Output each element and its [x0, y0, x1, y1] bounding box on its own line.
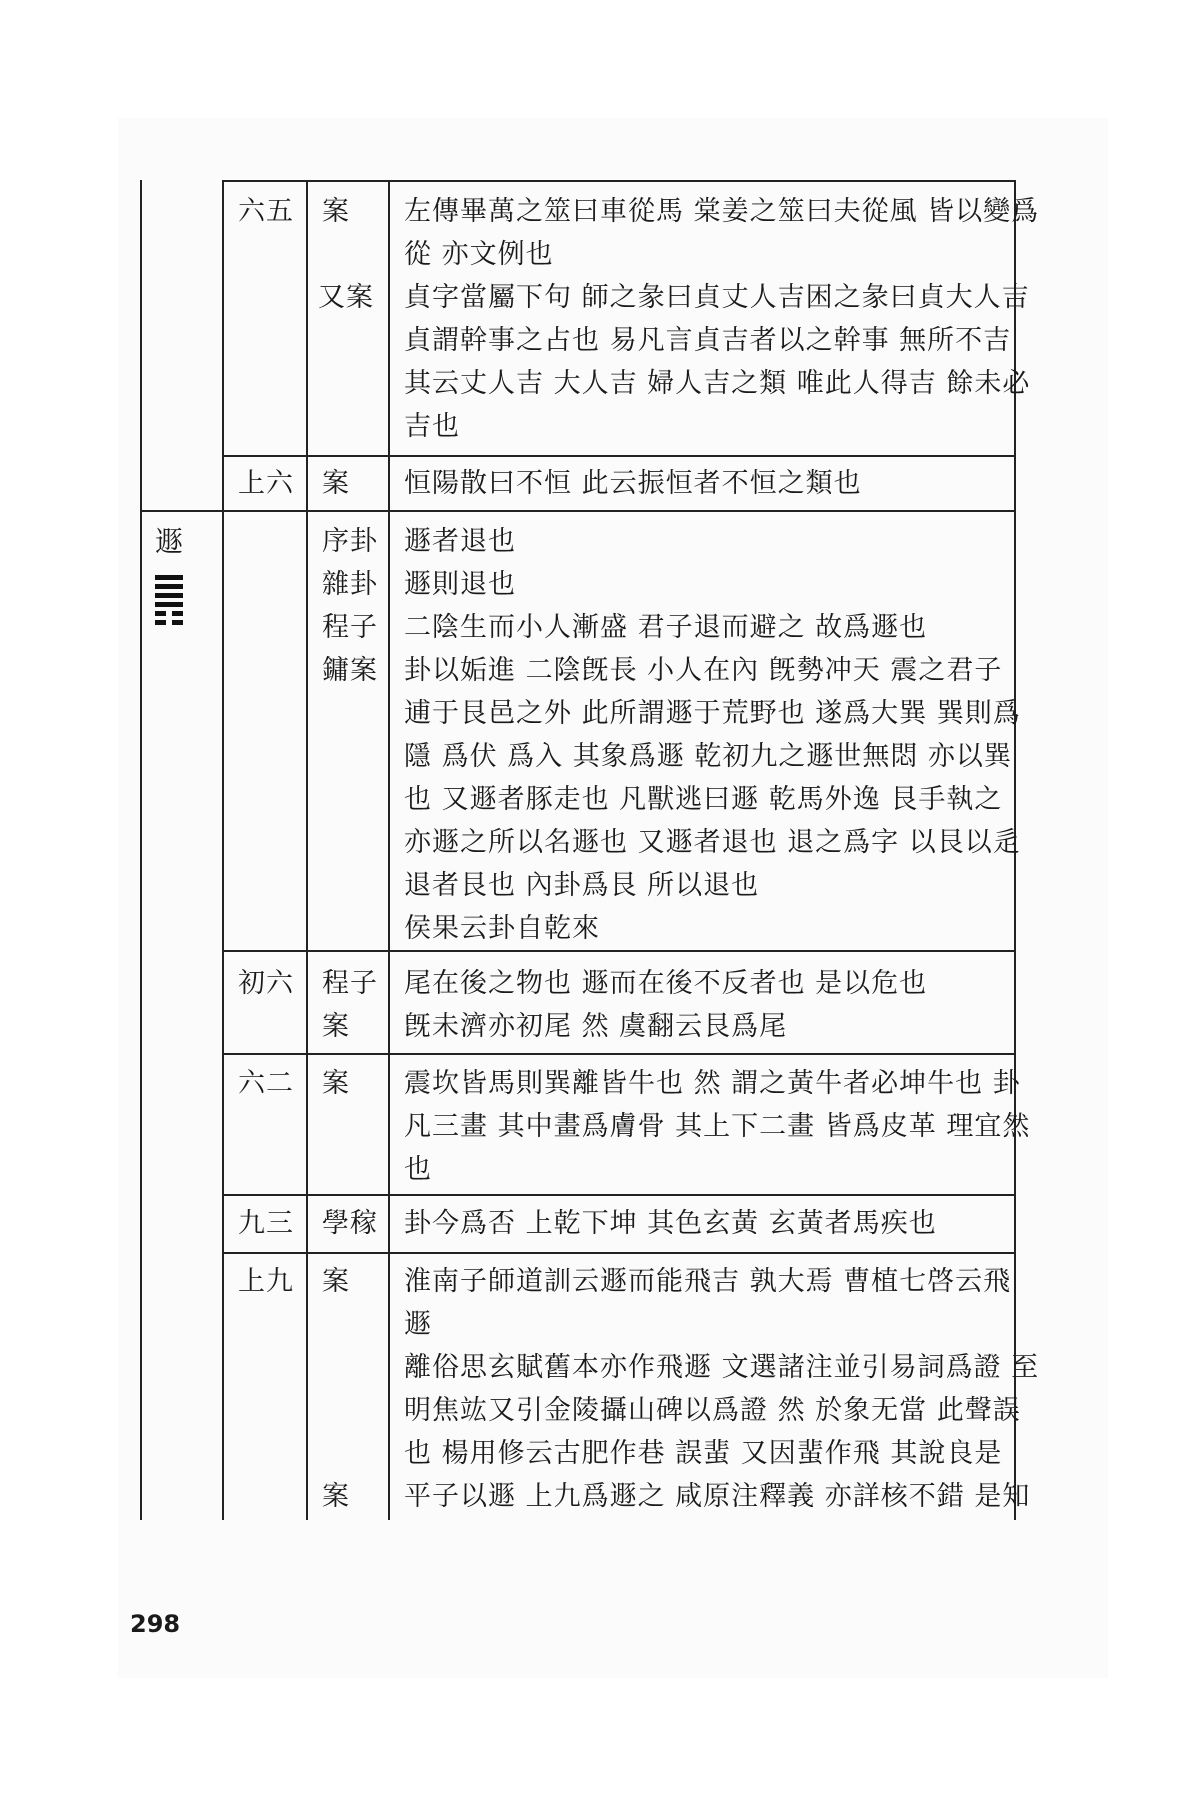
- annotation-label: 案: [322, 196, 350, 227]
- text-line: 離俗思玄賦舊本亦作飛遯 文選諸注並引易詞爲證 至: [404, 1352, 1040, 1383]
- table-rule-label-col: [306, 180, 308, 1520]
- line-label: 六五: [238, 196, 294, 227]
- line-label: 六二: [238, 1068, 294, 1099]
- text-line: 也 楊用修云古肥作巷 誤蜚 又因蜚作飛 其說良是: [404, 1438, 1003, 1469]
- annotation-label: 又案: [318, 282, 374, 313]
- row-divider: [222, 1053, 1016, 1055]
- text-line: 侯果云卦自乾來: [404, 913, 600, 944]
- text-line: 亦遯之所以名遯也 又遯者退也 退之爲字 以艮以辵: [404, 827, 1021, 858]
- text-line: 退者艮也 內卦爲艮 所以退也: [404, 870, 760, 901]
- annotation-label: 程子: [322, 612, 378, 643]
- text-line: 從 亦文例也: [404, 239, 554, 270]
- hexagram-name: 遯: [155, 525, 184, 558]
- text-line: 二陰生而小人漸盛 君子退而避之 故爲遯也: [404, 612, 928, 643]
- annotation-label: 案: [322, 1266, 350, 1297]
- hexagram-dun-icon: [155, 575, 183, 629]
- annotation-label: 案: [322, 1068, 350, 1099]
- row-divider: [222, 180, 1016, 182]
- text-line: 貞謂幹事之占也 易凡言貞吉者以之幹事 無所不吉: [404, 325, 1012, 356]
- annotation-label: 程子: [322, 968, 378, 999]
- text-line: 震坎皆馬則巽離皆牛也 然 謂之黃牛者必坤牛也 卦: [404, 1068, 1021, 1099]
- text-line: 卦以姤進 二陰旣長 小人在內 旣勢冲天 震之君子: [404, 655, 1003, 686]
- row-divider: [140, 510, 1016, 512]
- text-line: 逋于艮邑之外 此所謂遯于荒野也 遂爲大巽 巽則爲: [404, 698, 1021, 729]
- line-label: 上六: [238, 468, 294, 499]
- table-rule-left: [140, 180, 142, 1520]
- text-line: 也: [404, 1154, 432, 1185]
- annotation-label: 鏞案: [322, 655, 378, 686]
- text-line: 隱 爲伏 爲入 其象爲遯 乾初九之遯世無悶 亦以巽: [404, 741, 1012, 772]
- annotation-label: 學稼: [322, 1208, 378, 1239]
- text-line: 左傳畢萬之筮曰車從馬 棠姜之筮曰夫從風 皆以變爲: [404, 196, 1040, 227]
- table-rule-text-col: [388, 180, 390, 1520]
- text-line: 平子以遯 上九爲遯之 咸原注釋義 亦詳核不錯 是知: [404, 1481, 1031, 1512]
- text-line: 凡三畫 其中畫爲膚骨 其上下二畫 皆爲皮革 理宜然: [404, 1111, 1031, 1142]
- page-number: 298: [130, 1610, 181, 1638]
- line-label: 九三: [238, 1208, 294, 1239]
- text-line: 遯: [404, 1309, 432, 1340]
- row-divider: [222, 455, 1016, 457]
- annotation-label: 雜卦: [322, 569, 378, 600]
- text-line: 尾在後之物也 遯而在後不反者也 是以危也: [404, 968, 928, 999]
- text-line: 淮南子師道訓云遯而能飛吉 孰大焉 曹植七啓云飛: [404, 1266, 1012, 1297]
- text-line: 貞字當屬下句 師之彖曰貞丈人吉困之彖曰貞大人吉: [404, 282, 1030, 313]
- annotation-label: 案: [322, 1481, 350, 1512]
- text-line: 卦今爲否 上乾下坤 其色玄黃 玄黃者馬疾也: [404, 1208, 937, 1239]
- line-label: 初六: [238, 968, 294, 999]
- line-label: 上九: [238, 1266, 294, 1297]
- text-line: 恒陽散曰不恒 此云振恒者不恒之類也: [404, 468, 862, 499]
- annotation-label: 案: [322, 1011, 350, 1042]
- text-line: 遯則退也: [404, 569, 516, 600]
- text-line: 其云丈人吉 大人吉 婦人吉之類 唯此人得吉 餘未必: [404, 368, 1031, 399]
- text-line: 旣未濟亦初尾 然 虞翻云艮爲尾: [404, 1011, 788, 1042]
- text-line: 也 又遯者豚走也 凡獸逃曰遯 乾馬外逸 艮手執之: [404, 784, 1003, 815]
- text-line: 明焦竑又引金陵攝山碑以爲證 然 於象无當 此聲誤: [404, 1395, 1021, 1426]
- annotation-label: 序卦: [322, 526, 378, 557]
- text-line: 遯者退也: [404, 526, 516, 557]
- row-divider: [222, 1252, 1016, 1254]
- annotation-label: 案: [322, 468, 350, 499]
- row-divider: [222, 1194, 1016, 1196]
- text-line: 吉也: [404, 411, 460, 442]
- row-divider: [222, 950, 1016, 952]
- table-rule-line-col: [222, 180, 224, 1520]
